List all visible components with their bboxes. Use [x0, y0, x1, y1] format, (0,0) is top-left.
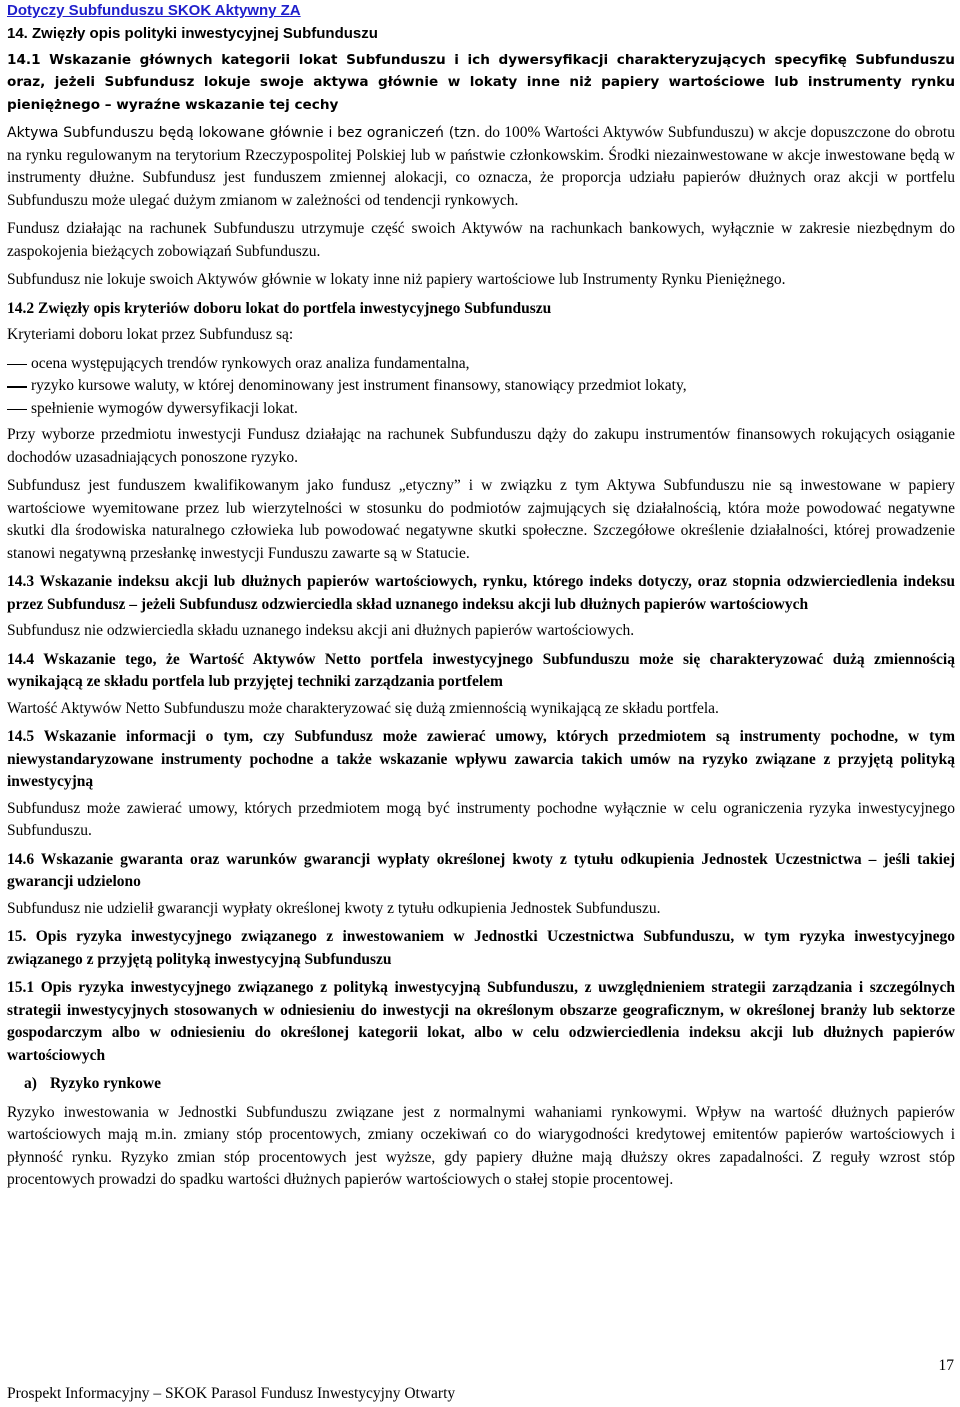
section-14-2-intro: Kryteriami doboru lokat przez Subfundusz są:: [7, 326, 294, 344]
section-14-1-paragraph-3: Subfundusz nie lokuje swoich Aktywów głównie w lokaty inne niż papiery wartościowe lub Instrumenty Rynku Pieniężnego.: [7, 271, 786, 289]
criteria-item: ocena występujących trendów rynkowych oraz analiza fundamentalna,: [7, 353, 955, 376]
section-14-5-paragraph: Subfundusz może zawierać umowy, których przedmiotem mogą być instrumenty pochodne wyłącznie w celu ograniczenia ryzyka inwestycyjnego Subfunduszu.: [7, 799, 955, 840]
subsection-letter: a): [24, 1075, 37, 1093]
section-14-5-heading: 14.5 Wskazanie informacji o tym, czy Subfundusz może zawierać umowy, których przedmiotem są instrumenty pochodne, w tym niewystandaryzowane instrumenty pochodne a także wskazanie wpływu zawarcia takich umów na ryzyko związane z przyjętą polityką inwestycyjną: [7, 728, 955, 791]
section-15-heading: 15. Opis ryzyka inwestycyjnego związanego z inwestowaniem w Jednostki Uczestnictwa Subfunduszu, w tym ryzyka inwestycyjnego związanego z przyjętą polityką inwestycyjną Subfunduszu: [7, 928, 955, 968]
section-15-1-heading: 15.1 Opis ryzyka inwestycyjnego związanego z polityką inwestycyjną Subfunduszu, z uwzględnieniem strategii zarządzania i szczególnych strategii inwestycyjnych stosowanych w odniesieniu do inwestycji na określonym obszarze geograficznym, w określonej branży lub sektorze gospodarczym albo w odniesieniu do określonej kategorii lokat, albo w celu odzwierciedlenia indeksu akcji lub dłużnych papierów wartościowych: [7, 979, 955, 1064]
section-14-4-paragraph: Wartość Aktywów Netto Subfunduszu może charakteryzować się dużą zmiennością wynikającą ze składu portfela.: [7, 699, 719, 717]
criteria-item: spełnienie wymogów dywersyfikacji lokat.: [7, 398, 955, 421]
subsection-a-heading: [24, 1073, 955, 1096]
section-14-6-heading: 14.6 Wskazanie gwaranta oraz warunków gwarancji wypłaty określonej kwoty z tytułu odkupienia Jednostek Uczestnictwa – jeśli takiej gwarancji udzielono: [7, 850, 955, 891]
page-number: 17: [938, 1357, 954, 1374]
section-14-4-heading: 14.4 Wskazanie tego, że Wartość Aktywów Netto portfela inwestycyjnego Subfunduszu może się charakteryzować dużą zmiennością wynikającą ze składu portfela lub przyjętej techniki zarządzania portfelem: [7, 650, 955, 691]
subsection-title: Ryzyko rynkowe: [50, 1075, 161, 1093]
footer-text: Prospekt Informacyjny – SKOK Parasol Fundusz Inwestycyjny Otwarty: [7, 1385, 456, 1402]
fund-link[interactable]: Dotyczy Subfunduszu SKOK Aktywny ZA: [7, 2, 301, 19]
section-14-1-paragraph-2: Fundusz działając na rachunek Subfunduszu utrzymuje część swoich Aktywów na rachunkach bankowych, wyłącznie w zakresie niezbędnym do zaspokojenia bieżących zobowiązań Subfunduszu.: [7, 220, 955, 260]
section-14-2-heading: 14.2 Zwięzły opis kryteriów doboru lokat do portfela inwestycyjnego Subfunduszu: [7, 299, 552, 317]
page-content: [7, 0, 955, 1198]
section-15-1-paragraph: Ryzyko inwestowania w Jednostki Subfunduszu związane jest z normalnymi wahaniami rynkowymi. Wpływ na wartość dłużnych papierów wartościowych mają m.in. zmiany stóp procentowych, zmiany oczekiwań co do wiarygodności kredytowej emitentów papierów wartościowych i płynność rynku. Ryzyko zmian stóp procentowych jest wyższe, gdy papiery dłużne mają dłuższy okres zapadalności. Z reguły wzrost stóp procentowych prowadzi do spadku wartości dłużnych papierów wartościowych o stałej stopie procentowej.: [7, 1103, 955, 1189]
section-14-title: 14. Zwięzły opis polityki inwestycyjnej Subfunduszu: [7, 25, 378, 42]
section-14-2-paragraph-2: Subfundusz jest funduszem kwalifikowanym jako fundusz „etyczny” i w związku z tym Aktywa Subfunduszu nie są inwestowane w papiery wartościowe wyemitowane przez lub wierzytelności w stosunku do podmiotów zajmujących się działalnością, która może powodować negatywne skutki dla środowiska naturalnego człowieka lub powodować negatywne skutki społeczne. Szczegółowe określenie działalności, której prowadzenie stanowi negatywną przesłankę inwestycji Funduszu zawarte są w Statucie.: [7, 477, 955, 562]
section-14-2-paragraph-1: Przy wyborze przedmiotu inwestycji Fundusz działając na rachunek Subfunduszu dąży do zakupu instrumentów finansowych rokujących osiąganie dochodów uzasadniających ponoszone ryzyko.: [7, 426, 955, 466]
section-14-1-paragraph-1: [7, 122, 955, 212]
section-14-6-paragraph: Subfundusz nie udzielił gwarancji wypłaty określonej kwoty z tytułu odkupienia Jednostek Subfunduszu.: [7, 899, 661, 917]
criteria-item: ryzyko kursowe waluty, w której denominowany jest instrument finansowy, stanowiący przedmiot lokaty,: [7, 375, 955, 398]
section-14-1-heading: 14.1 Wskazanie głównych kategorii lokat Subfunduszu i ich dywersyfikacji charakteryzujących specyfikę Subfunduszu oraz, jeżeli Subfundusz lokuje swoje aktywa głównie w lokaty inne niż papiery wartościowe lub instrumenty rynku pieniężnego – wyraźne wskazanie tej cechy: [7, 52, 955, 113]
criteria-list: [7, 353, 955, 421]
section-14-3-heading: 14.3 Wskazanie indeksu akcji lub dłużnych papierów wartościowych, rynku, którego indeks dotyczy, oraz stopnia odzwierciedlenia indeksu przez Subfundusz – jeżeli Subfundusz odzwierciedla skład uznanego indeksu akcji lub dłużnych papierów wartościowych: [7, 573, 955, 613]
paragraph-sans-part: Aktywa Subfunduszu będą lokowane głównie i bez ograniczeń (tzn.: [7, 125, 481, 142]
section-14-3-paragraph: Subfundusz nie odzwierciedla składu uznanego indeksu akcji ani dłużnych papierów wartościowych.: [7, 622, 635, 640]
paragraph-serif-part: do 100% Wartości Aktywów Subfunduszu) w akcje dopuszczone do obrotu na rynku regulowanym na terytorium Rzeczypospolitej Polskiej lub w państwie członkowskim. Środki niezainwestowane w akcje inwestowane będą w instrumenty dłużne. Subfundusz jest funduszem zmiennej alokacji, co oznacza, że proporcja udziału papierów dłużnych oraz akcji w portfelu Subfunduszu może ulegać dużym zmianom w zależności od tendencji rynkowych.: [7, 124, 955, 209]
